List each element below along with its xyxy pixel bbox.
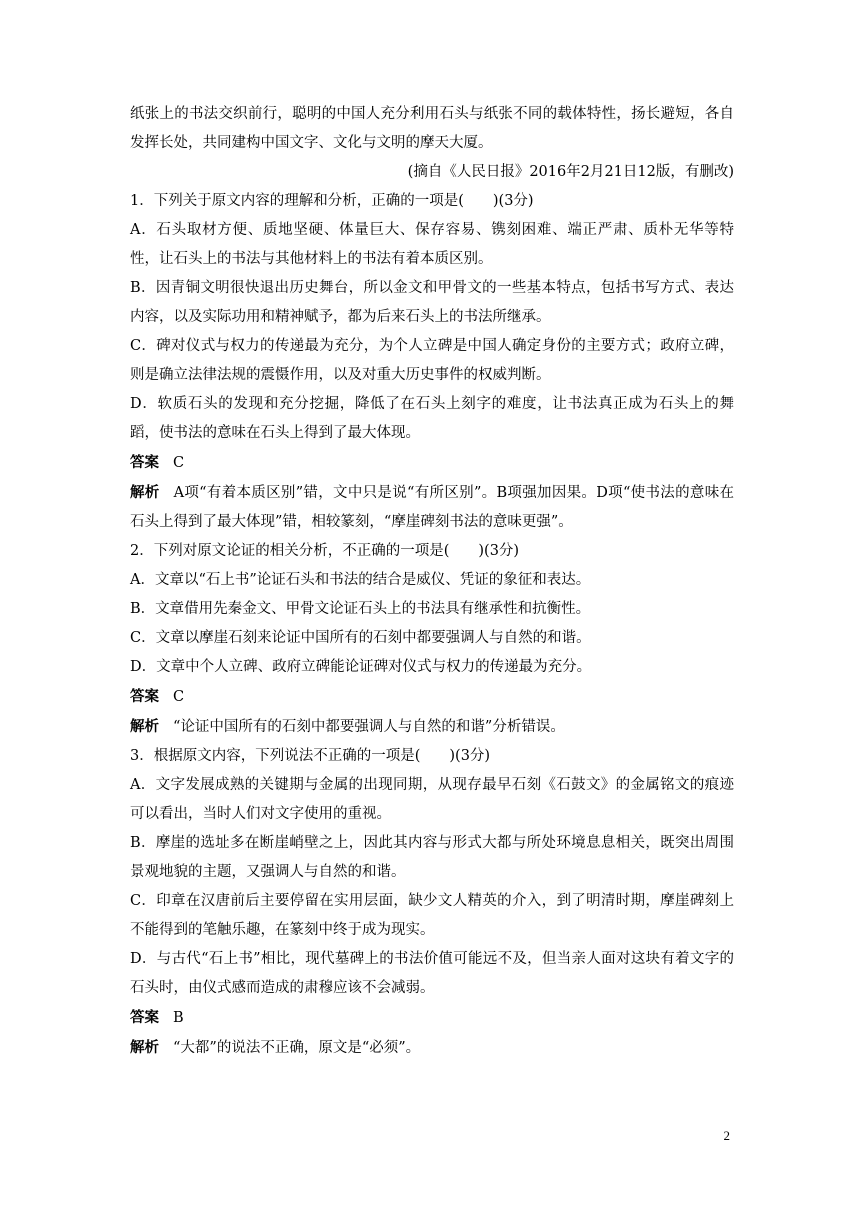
answer-text: A项“有着本质区别”错，文中只是说“有所区别”。B项强加因果。D项“使书法的意味在石头上得到了最大体现”错，相较篆刻，“摩崖碑刻书法的意味更强”。: [130, 485, 734, 530]
answer-label: 答案: [130, 688, 159, 705]
source-citation: (摘自《人民日报》2016年2月21日12版，有删改): [407, 164, 734, 180]
answer-label: 解析: [130, 484, 160, 501]
answer-label: 解析: [130, 718, 159, 735]
page-number: 2: [723, 1128, 730, 1143]
answer-label: 解析: [130, 1039, 159, 1056]
answer-line: [130, 448, 734, 478]
paragraph: 纸张上的书法交织前行，聪明的中国人充分利用石头与纸张不同的载体特性，扬长避短，各自发挥长处，共同建构中国文字、文化与文明的摩天大厦。: [130, 106, 734, 151]
answer-text: C: [173, 689, 185, 705]
paragraph: B．文章借用先秦金文、甲骨文论证石头上的书法具有继承性和抗衡性。: [130, 601, 591, 617]
paragraph: A．文章以“石上书”论证石头和书法的结合是威仪、凭证的象征和表达。: [130, 572, 591, 588]
paragraph: A．文字发展成熟的关键期与金属的出现同期，从现存最早石刻《石鼓文》的金属铭文的痕迹可以看出，当时人们对文字使用的重视。: [130, 777, 734, 822]
document-body: [130, 100, 734, 1063]
paragraph: C．碑对仪式与权力的传递最为充分，为个人立碑是中国人确定身份的主要方式；政府立碑，则是确立法律法规的震慑作用，以及对重大历史事件的权威判断。: [130, 338, 734, 383]
answer-line: [130, 682, 734, 712]
paragraph: 3．根据原文内容，下列说法不正确的一项是( )(3分): [130, 748, 491, 764]
answer-label: 答案: [130, 1009, 159, 1026]
answer-text: “大都”的说法不正确，原文是“必须”。: [173, 1040, 421, 1056]
analysis-line: [130, 1033, 734, 1063]
analysis-line: [130, 712, 734, 742]
paragraph: D．文章中个人立碑、政府立碑能论证碑对仪式与权力的传递最为充分。: [130, 659, 592, 675]
paragraph: B．摩崖的选址多在断崖峭壁之上，因此其内容与形式大都与所处环境息息相关，既突出周围景观地貌的主题，又强调人与自然的和谐。: [130, 835, 734, 880]
paragraph: C．印章在汉唐前后主要停留在实用层面，缺少文人精英的介入，到了明清时期，摩崖碑刻上不能得到的笔触乐趣，在篆刻中终于成为现实。: [130, 893, 734, 938]
paragraph: D．与古代“石上书”相比，现代墓碑上的书法价值可能远不及，但当亲人面对这块有着文字的石头时，由仪式感而造成的肃穆应该不会减弱。: [130, 951, 734, 996]
paragraph: B．因青铜文明很快退出历史舞台，所以金文和甲骨文的一些基本特点，包括书写方式、表达内容，以及实际功用和精神赋予，都为后来石头上的书法所继承。: [130, 280, 734, 325]
answer-label: 答案: [130, 454, 159, 471]
analysis-line: [130, 478, 734, 537]
answer-text: C: [173, 455, 185, 471]
paragraph: D．软质石头的发现和充分挖掘，降低了在石头上刻字的难度，让书法真正成为石头上的舞蹈，使书法的意味在石头上得到了最大体现。: [130, 396, 734, 441]
answer-text: “论证中国所有的石刻中都要强调人与自然的和谐”分析错误。: [173, 719, 565, 735]
answer-text: B: [173, 1010, 184, 1026]
answer-line: [130, 1003, 734, 1033]
paragraph: C．文章以摩崖石刻来论证中国所有的石刻中都要强调人与自然的和谐。: [130, 630, 591, 646]
paragraph: 2．下列对原文论证的相关分析，不正确的一项是( )(3分): [130, 543, 520, 559]
paragraph: A．石头取材方便、质地坚硬、体量巨大、保存容易、镌刻困难、端正严肃、质朴无华等特性，让石头上的书法与其他材料上的书法有着本质区别。: [130, 222, 734, 267]
paragraph: 1．下列关于原文内容的理解和分析，正确的一项是( )(3分): [130, 193, 534, 209]
